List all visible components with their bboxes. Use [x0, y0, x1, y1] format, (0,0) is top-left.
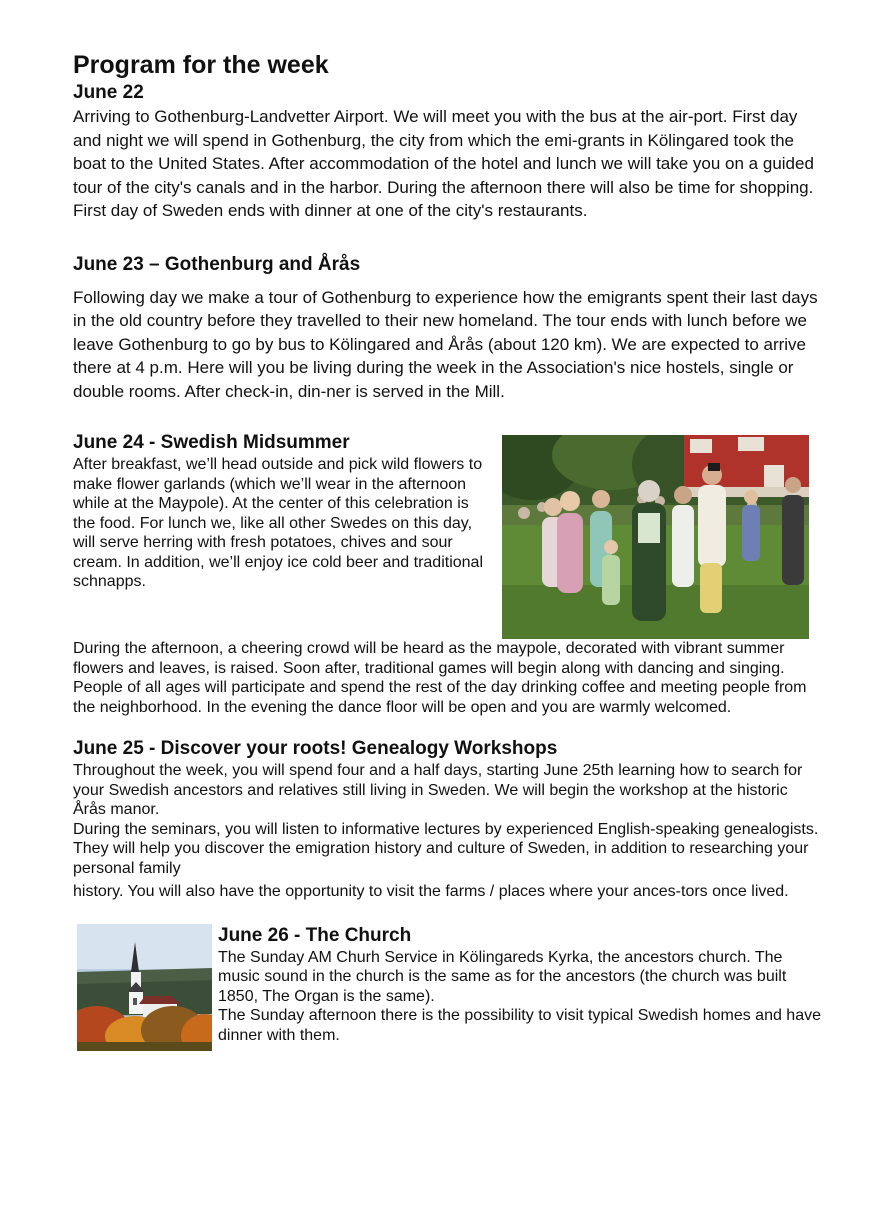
day-paragraph: The Sunday AM Churh Service in Kölingareds Kyrka, the ancestors church. The music sound in the church is the same as for the ancestors (the church was built 1850, The Organ is the same). [218, 948, 787, 1005]
page-title: Program for the week [73, 51, 329, 79]
day-section-june-26 [73, 924, 823, 1046]
day-paragraph: During the seminars, you will listen to informative lectures by experienced English-speaking genealogists. They will help you discover the emigration history and culture of Sweden, in addition to researching your personal family [73, 820, 819, 877]
program-page [73, 50, 823, 1045]
church-photo [77, 924, 212, 1051]
day-section-june-22 [73, 81, 823, 223]
day-section-june-25 [73, 737, 823, 902]
day-heading: June 25 - Discover your roots! Genealogy Workshops [73, 738, 558, 759]
day-paragraph: Arriving to Gothenburg-Landvetter Airport. We will meet you with the bus at the air-port. First day and night we will spend in Gothenburg, the city from which the emi-grants in Kölingared took the boat to the United States. After accommodation of the hotel and lunch we will take you on a guided tour of the city's canals and in the harbor. During the afternoon there will also be time for shopping. First day of Sweden ends with dinner at one of the city's restaurants. [73, 107, 814, 220]
day-heading: June 23 – Gothenburg and Årås [73, 253, 361, 275]
day-paragraph: The Sunday afternoon there is the possibility to visit typical Swedish homes and have dinner with them. [218, 1007, 821, 1044]
day-paragraph: history. You will also have the opportunity to visit the farms / places where your ances-tors once lived. [73, 883, 789, 900]
midsummer-dance-photo [502, 435, 809, 639]
day-paragraph: After breakfast, we’ll head outside and pick wild flowers to make flower garlands (which we’ll wear in the afternoon while at the Maypole). At the center of this celebration is the food. For lunch we, like all other Swedes on this day, will serve herring with fresh potatoes, chives and sour cream. In addition, we’ll enjoy ice cold beer and traditional schnapps. [73, 456, 484, 590]
day-heading: June 22 [73, 82, 144, 103]
day-section-june-23 [73, 253, 823, 404]
day-heading: June 26 - The Church [218, 924, 412, 946]
day-paragraph: Following day we make a tour of Gothenburg to experience how the emigrants spent their last days in the old country before they travelled to their new homeland. The tour ends with lunch before we leave Gothenburg to go by bus to Kölingared and Årås (about 120 km). We are expected to arrive there at 4 p.m. Here will you be living during the week in the Association's nice hostels, single or double rooms. After check-in, din-ner is served in the Mill. [73, 287, 818, 401]
day-section-june-24 [73, 431, 823, 717]
midsummer-intro-text [73, 431, 493, 592]
midsummer-intro [73, 431, 823, 639]
day-heading: June 24 - Swedish Midsummer [73, 432, 350, 453]
day-paragraph: During the afternoon, a cheering crowd will be heard as the maypole, decorated with vibrant summer flowers and leaves, is raised. Soon after, traditional games will begin along with dancing and singing. People of all ages will participate and spend the rest of the day drinking coffee and meeting people from the neighborhood. In the evening the dance floor will be open and you are warmly welcomed. [73, 640, 807, 716]
day-paragraph: Throughout the week, you will spend four and a half days, starting June 25th learning how to search for your Swedish ancestors and relatives still living in Sweden. We will begin the workshop at the historic Årås manor. [73, 762, 803, 818]
